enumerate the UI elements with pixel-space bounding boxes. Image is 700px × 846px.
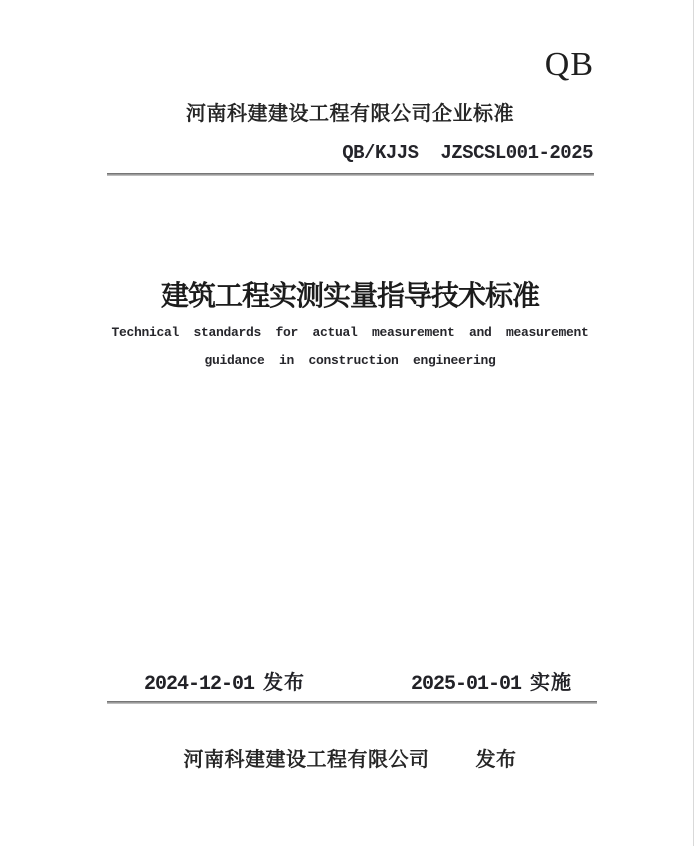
document-title-english-line2: guidance in construction engineering [204, 353, 496, 368]
document-title-chinese: 建筑工程实测实量指导技术标准 [160, 281, 539, 312]
page-right-edge [693, 0, 694, 846]
standard-number: QB/KJJS JZSCSL001-2025 [342, 142, 593, 164]
document-title-english-line1: Technical standards for actual measurement and measurement [111, 325, 589, 340]
publisher-name: 河南科建建设工程有限公司 [183, 749, 430, 771]
publisher-row [0, 747, 700, 773]
qb-standard-logo: QB [544, 46, 594, 83]
issue-date: 2024-12-01 [144, 673, 255, 696]
publish-action-label: 发布 [475, 749, 517, 771]
header-divider-rule [107, 173, 594, 176]
implement-date-group [411, 671, 572, 697]
enterprise-standard-heading: 河南科建建设工程有限公司企业标准 [186, 103, 514, 125]
issue-date-label: 发布 [263, 672, 306, 694]
issue-date-group [144, 671, 305, 697]
implement-date: 2025-01-01 [411, 673, 522, 696]
implement-date-label: 实施 [530, 672, 573, 694]
footer-divider-rule [107, 701, 597, 704]
